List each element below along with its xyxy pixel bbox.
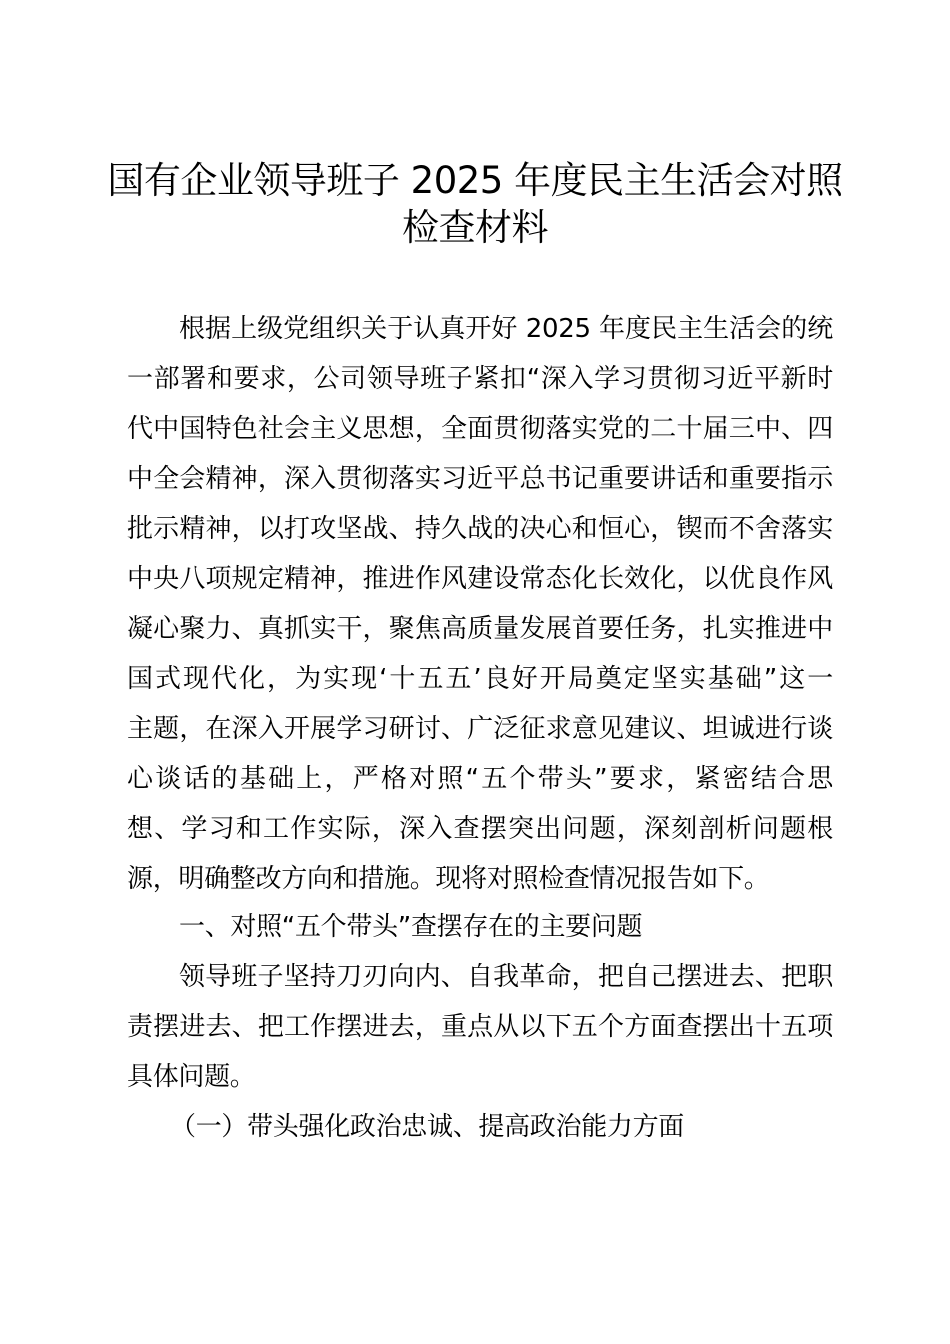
paragraph-1-line: 中央八项规定精神，推进作风建设常态化长效化，以优良作风 [127,564,833,594]
document-title-line-2: 检查材料 [402,206,548,249]
document-title-line-1: 国有企业领导班子 2025 年度民主生活会对照 [107,159,843,202]
paragraph-1-line: 一部署和要求，公司领导班子紧扣“深入学习贯彻习近平新时 [127,364,833,394]
paragraph-1-line: 凝心聚力、真抓实干，聚焦高质量发展首要任务，扎实推进中 [127,614,833,644]
paragraph-1-line: 主题，在深入开展学习研讨、广泛征求意见建议、坦诚进行谈 [127,714,833,744]
subsection-heading-1: （一）带头强化政治忠诚、提高政治能力方面 [170,1112,685,1142]
paragraph-2-line: 领导班子坚持刀刃向内、自我革命，把自己摆进去、把职 [179,962,833,992]
paragraph-1-line: 国式现代化，为实现‘十五五’良好开局奠定坚实基础”这一 [127,664,833,694]
paragraph-1-line: 心谈话的基础上，严格对照“五个带头”要求，紧密结合思 [127,764,833,794]
paragraph-2-line: 责摆进去、把工作摆进去，重点从以下五个方面查摆出十五项 [127,1012,833,1042]
paragraph-1-line: 源，明确整改方向和措施。现将对照检查情况报告如下。 [127,864,770,894]
section-heading-1: 一、对照“五个带头”查摆存在的主要问题 [179,912,643,942]
paragraph-1-line: 代中国特色社会主义思想，全面贯彻落实党的二十届三中、四 [127,414,833,444]
paragraph-1-line: 中全会精神，深入贯彻落实习近平总书记重要讲话和重要指示 [127,464,833,494]
paragraph-2-line: 具体问题。 [127,1062,256,1092]
paragraph-1-line: 想、学习和工作实际，深入查摆突出问题，深刻剖析问题根 [127,814,833,844]
paragraph-1-line: 批示精神，以打攻坚战、持久战的决心和恒心，锲而不舍落实 [127,514,833,544]
paragraph-1-line: 根据上级党组织关于认真开好 2025 年度民主生活会的统 [179,314,833,344]
